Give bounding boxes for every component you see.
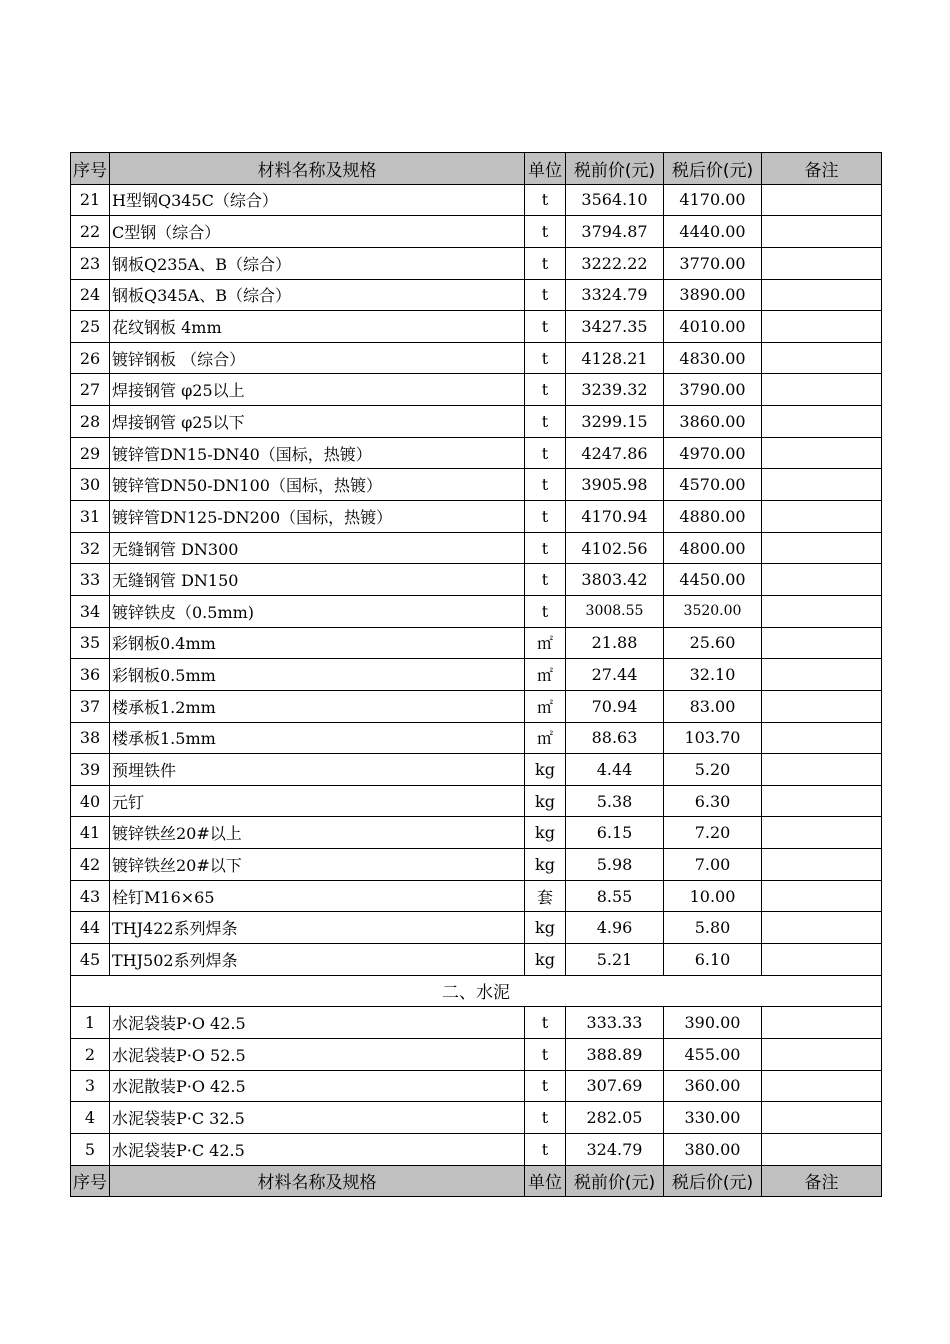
pre-tax-price: 3222.22 (566, 247, 664, 279)
table-row (71, 437, 882, 469)
pre-tax-price: 307.69 (566, 1070, 664, 1102)
material-name: 水泥袋装P·O 42.5 (110, 1007, 525, 1039)
pre-tax-price: 4128.21 (566, 342, 664, 374)
material-name: 水泥袋装P·C 42.5 (110, 1133, 525, 1165)
unit: t (525, 279, 566, 311)
table-row (71, 1038, 882, 1070)
pre-tax-price: 3324.79 (566, 279, 664, 311)
table-row (71, 944, 882, 976)
pre-tax-price: 5.21 (566, 944, 664, 976)
post-tax-price: 6.30 (664, 785, 762, 817)
pre-tax-price: 4102.56 (566, 532, 664, 564)
material-name: 花纹钢板 4mm (110, 311, 525, 343)
pre-tax-price: 4247.86 (566, 437, 664, 469)
row-number: 41 (71, 817, 110, 849)
remark (762, 722, 882, 754)
unit: ㎡ (525, 722, 566, 754)
unit: t (525, 1007, 566, 1039)
table-row (71, 595, 882, 627)
header-no: 序号 (71, 1165, 110, 1197)
row-number: 36 (71, 659, 110, 691)
row-number: 45 (71, 944, 110, 976)
remark (762, 754, 882, 786)
remark (762, 532, 882, 564)
material-name: 无缝钢管 DN150 (110, 564, 525, 596)
row-number: 44 (71, 912, 110, 944)
material-name: 镀锌管DN15-DN40（国标，热镀） (110, 437, 525, 469)
table-row (71, 754, 882, 786)
remark (762, 1133, 882, 1165)
remark (762, 1007, 882, 1039)
header-post-tax: 税后价(元) (664, 1165, 762, 1197)
material-name: THJ502系列焊条 (110, 944, 525, 976)
post-tax-price: 4970.00 (664, 437, 762, 469)
table-row (71, 501, 882, 533)
post-tax-price: 103.70 (664, 722, 762, 754)
material-name: 镀锌管DN125-DN200（国标，热镀） (110, 501, 525, 533)
remark (762, 279, 882, 311)
pre-tax-price: 3564.10 (566, 184, 664, 216)
table-row (71, 247, 882, 279)
post-tax-price: 4010.00 (664, 311, 762, 343)
material-name: 楼承板1.2mm (110, 690, 525, 722)
material-name: 镀锌铁丝20#以下 (110, 849, 525, 881)
pre-tax-price: 3299.15 (566, 406, 664, 438)
post-tax-price: 4450.00 (664, 564, 762, 596)
pre-tax-price: 4.96 (566, 912, 664, 944)
unit: t (525, 564, 566, 596)
unit: t (525, 595, 566, 627)
unit: t (525, 1070, 566, 1102)
unit: t (525, 437, 566, 469)
row-number: 29 (71, 437, 110, 469)
post-tax-price: 4570.00 (664, 469, 762, 501)
remark (762, 469, 882, 501)
table-row (71, 722, 882, 754)
remark (762, 659, 882, 691)
post-tax-price: 3770.00 (664, 247, 762, 279)
row-number: 3 (71, 1070, 110, 1102)
post-tax-price: 7.20 (664, 817, 762, 849)
remark (762, 627, 882, 659)
section-title: 二、水泥 (71, 975, 882, 1007)
material-name: 焊接钢管 φ25以上 (110, 374, 525, 406)
pre-tax-price: 8.55 (566, 880, 664, 912)
header-pre-tax: 税前价(元) (566, 1165, 664, 1197)
remark (762, 216, 882, 248)
table-row (71, 184, 882, 216)
row-number: 22 (71, 216, 110, 248)
row-number: 21 (71, 184, 110, 216)
row-number: 1 (71, 1007, 110, 1039)
header-remark: 备注 (762, 153, 882, 185)
remark (762, 311, 882, 343)
post-tax-price: 5.80 (664, 912, 762, 944)
table-header-row (71, 153, 882, 185)
material-name: 镀锌铁皮（0.5mm) (110, 595, 525, 627)
remark (762, 1038, 882, 1070)
post-tax-price: 6.10 (664, 944, 762, 976)
remark (762, 912, 882, 944)
table-row (71, 1133, 882, 1165)
remark (762, 944, 882, 976)
row-number: 28 (71, 406, 110, 438)
unit: t (525, 216, 566, 248)
row-number: 39 (71, 754, 110, 786)
price-table (70, 152, 882, 1197)
row-number: 26 (71, 342, 110, 374)
row-number: 34 (71, 595, 110, 627)
pre-tax-price: 3794.87 (566, 216, 664, 248)
post-tax-price: 5.20 (664, 754, 762, 786)
unit: kg (525, 754, 566, 786)
post-tax-price: 7.00 (664, 849, 762, 881)
unit: kg (525, 817, 566, 849)
post-tax-price: 4830.00 (664, 342, 762, 374)
table-row (71, 311, 882, 343)
pre-tax-price: 5.98 (566, 849, 664, 881)
material-name: 镀锌管DN50-DN100（国标，热镀） (110, 469, 525, 501)
row-number: 27 (71, 374, 110, 406)
header-post-tax: 税后价(元) (664, 153, 762, 185)
unit: kg (525, 944, 566, 976)
row-number: 23 (71, 247, 110, 279)
material-name: 彩钢板0.5mm (110, 659, 525, 691)
table-row (71, 469, 882, 501)
table-row (71, 690, 882, 722)
table-footer-header-row (71, 1165, 882, 1197)
material-name: 预埋铁件 (110, 754, 525, 786)
pre-tax-price: 3239.32 (566, 374, 664, 406)
unit: t (525, 342, 566, 374)
remark (762, 406, 882, 438)
material-name: 元钉 (110, 785, 525, 817)
post-tax-price: 3790.00 (664, 374, 762, 406)
unit: ㎡ (525, 659, 566, 691)
post-tax-price: 4440.00 (664, 216, 762, 248)
unit: kg (525, 912, 566, 944)
material-name: 无缝钢管 DN300 (110, 532, 525, 564)
pre-tax-price: 5.38 (566, 785, 664, 817)
remark (762, 849, 882, 881)
post-tax-price: 10.00 (664, 880, 762, 912)
material-name: 彩钢板0.4mm (110, 627, 525, 659)
remark (762, 564, 882, 596)
pre-tax-price: 3905.98 (566, 469, 664, 501)
remark (762, 501, 882, 533)
unit: t (525, 501, 566, 533)
table-row (71, 532, 882, 564)
table-row (71, 785, 882, 817)
remark (762, 817, 882, 849)
table-row (71, 659, 882, 691)
header-unit: 单位 (525, 153, 566, 185)
unit: t (525, 469, 566, 501)
remark (762, 184, 882, 216)
pre-tax-price: 3008.55 (566, 595, 664, 627)
post-tax-price: 3520.00 (664, 595, 762, 627)
row-number: 5 (71, 1133, 110, 1165)
material-name: 水泥散装P·O 42.5 (110, 1070, 525, 1102)
material-name: 水泥袋装P·O 52.5 (110, 1038, 525, 1070)
post-tax-price: 4800.00 (664, 532, 762, 564)
post-tax-price: 3860.00 (664, 406, 762, 438)
table-row (71, 279, 882, 311)
table-row (71, 216, 882, 248)
post-tax-price: 4170.00 (664, 184, 762, 216)
material-name: 水泥袋装P·C 32.5 (110, 1102, 525, 1134)
remark (762, 437, 882, 469)
table-row (71, 1070, 882, 1102)
post-tax-price: 360.00 (664, 1070, 762, 1102)
header-remark: 备注 (762, 1165, 882, 1197)
material-name: 楼承板1.5mm (110, 722, 525, 754)
row-number: 24 (71, 279, 110, 311)
post-tax-price: 3890.00 (664, 279, 762, 311)
material-name: C型钢（综合） (110, 216, 525, 248)
material-name: H型钢Q345C（综合） (110, 184, 525, 216)
remark (762, 595, 882, 627)
remark (762, 342, 882, 374)
unit: t (525, 1102, 566, 1134)
header-no: 序号 (71, 153, 110, 185)
row-number: 32 (71, 532, 110, 564)
pre-tax-price: 333.33 (566, 1007, 664, 1039)
remark (762, 690, 882, 722)
pre-tax-price: 4170.94 (566, 501, 664, 533)
table-row (71, 374, 882, 406)
material-name: 钢板Q345A、B（综合） (110, 279, 525, 311)
table-row (71, 342, 882, 374)
post-tax-price: 4880.00 (664, 501, 762, 533)
post-tax-price: 390.00 (664, 1007, 762, 1039)
unit: t (525, 532, 566, 564)
pre-tax-price: 282.05 (566, 1102, 664, 1134)
row-number: 37 (71, 690, 110, 722)
post-tax-price: 455.00 (664, 1038, 762, 1070)
material-name: 镀锌铁丝20#以上 (110, 817, 525, 849)
header-pre-tax: 税前价(元) (566, 153, 664, 185)
unit: t (525, 406, 566, 438)
table-row (71, 1007, 882, 1039)
unit: t (525, 1038, 566, 1070)
row-number: 42 (71, 849, 110, 881)
unit: ㎡ (525, 690, 566, 722)
post-tax-price: 83.00 (664, 690, 762, 722)
unit: 套 (525, 880, 566, 912)
row-number: 25 (71, 311, 110, 343)
table-row (71, 1102, 882, 1134)
pre-tax-price: 88.63 (566, 722, 664, 754)
pre-tax-price: 70.94 (566, 690, 664, 722)
unit: t (525, 374, 566, 406)
unit: t (525, 311, 566, 343)
pre-tax-price: 21.88 (566, 627, 664, 659)
remark (762, 880, 882, 912)
material-name: 焊接钢管 φ25以下 (110, 406, 525, 438)
row-number: 30 (71, 469, 110, 501)
unit: t (525, 1133, 566, 1165)
pre-tax-price: 4.44 (566, 754, 664, 786)
row-number: 31 (71, 501, 110, 533)
row-number: 38 (71, 722, 110, 754)
unit: ㎡ (525, 627, 566, 659)
unit: t (525, 247, 566, 279)
row-number: 35 (71, 627, 110, 659)
remark (762, 374, 882, 406)
remark (762, 1102, 882, 1134)
post-tax-price: 330.00 (664, 1102, 762, 1134)
remark (762, 785, 882, 817)
pre-tax-price: 324.79 (566, 1133, 664, 1165)
material-name: 镀锌钢板 （综合） (110, 342, 525, 374)
remark (762, 247, 882, 279)
unit: t (525, 184, 566, 216)
header-name: 材料名称及规格 (110, 1165, 525, 1197)
table-row (71, 880, 882, 912)
remark (762, 1070, 882, 1102)
row-number: 33 (71, 564, 110, 596)
row-number: 2 (71, 1038, 110, 1070)
row-number: 4 (71, 1102, 110, 1134)
table-row (71, 627, 882, 659)
table-row (71, 817, 882, 849)
row-number: 40 (71, 785, 110, 817)
pre-tax-price: 388.89 (566, 1038, 664, 1070)
header-name: 材料名称及规格 (110, 153, 525, 185)
pre-tax-price: 3803.42 (566, 564, 664, 596)
header-unit: 单位 (525, 1165, 566, 1197)
pre-tax-price: 6.15 (566, 817, 664, 849)
section-row (71, 975, 882, 1007)
post-tax-price: 25.60 (664, 627, 762, 659)
table-row (71, 849, 882, 881)
table-row (71, 912, 882, 944)
unit: kg (525, 785, 566, 817)
pre-tax-price: 27.44 (566, 659, 664, 691)
table-row (71, 564, 882, 596)
post-tax-price: 32.10 (664, 659, 762, 691)
material-name: 栓钉M16×65 (110, 880, 525, 912)
table-row (71, 406, 882, 438)
row-number: 43 (71, 880, 110, 912)
unit: kg (525, 849, 566, 881)
material-name: THJ422系列焊条 (110, 912, 525, 944)
material-name: 钢板Q235A、B（综合） (110, 247, 525, 279)
post-tax-price: 380.00 (664, 1133, 762, 1165)
pre-tax-price: 3427.35 (566, 311, 664, 343)
